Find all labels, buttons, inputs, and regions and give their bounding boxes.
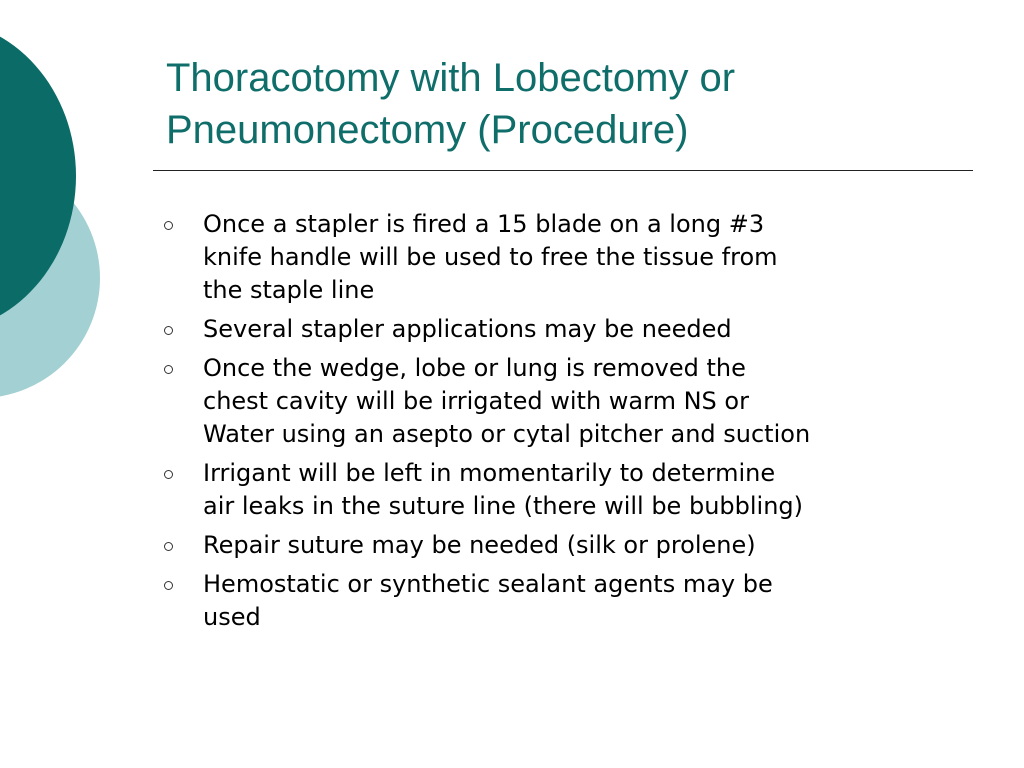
bullet-text-line: knife handle will be used to free the tissue from (203, 243, 778, 271)
hollow-circle-bullet-icon (164, 542, 173, 551)
bullet-text-line: Once the wedge, lobe or lung is removed the (203, 354, 746, 382)
bullet-text-line: Hemostatic or synthetic sealant agents may be (203, 570, 773, 598)
hollow-circle-bullet-icon (164, 365, 173, 374)
bullet-text-line: Several stapler applications may be needed (203, 315, 732, 343)
slide-title-line: Thoracotomy with Lobectomy or (166, 56, 736, 100)
bullet-text-line: Water using an asepto or cytal pitcher and suction (203, 420, 811, 448)
hollow-circle-bullet-icon (164, 221, 173, 230)
hollow-circle-bullet-icon (164, 470, 173, 479)
slide-title-line: Pneumonectomy (Procedure) (166, 108, 689, 152)
bullet-item (164, 208, 974, 307)
hollow-circle-bullet-icon (164, 581, 173, 590)
slide-title (166, 52, 966, 156)
bullet-item (164, 313, 974, 346)
bullet-text-line: chest cavity will be irrigated with warm NS or (203, 387, 749, 415)
bullet-text-line: Irrigant will be left in momentarily to determine (203, 459, 776, 487)
hollow-circle-bullet-icon (164, 326, 173, 335)
bullet-item (164, 457, 974, 523)
bullet-item (164, 568, 974, 634)
bullet-item (164, 352, 974, 451)
bullet-list (164, 208, 974, 640)
bullet-text-line: the staple line (203, 276, 375, 304)
bullet-text-line: Repair suture may be needed (silk or prolene) (203, 531, 756, 559)
bullet-text-line: Once a stapler is fired a 15 blade on a long #3 (203, 210, 765, 238)
title-divider (153, 170, 973, 171)
bullet-text-line: used (203, 603, 261, 631)
bullet-text-line: air leaks in the suture line (there will be bubbling) (203, 492, 804, 520)
bullet-item (164, 529, 974, 562)
